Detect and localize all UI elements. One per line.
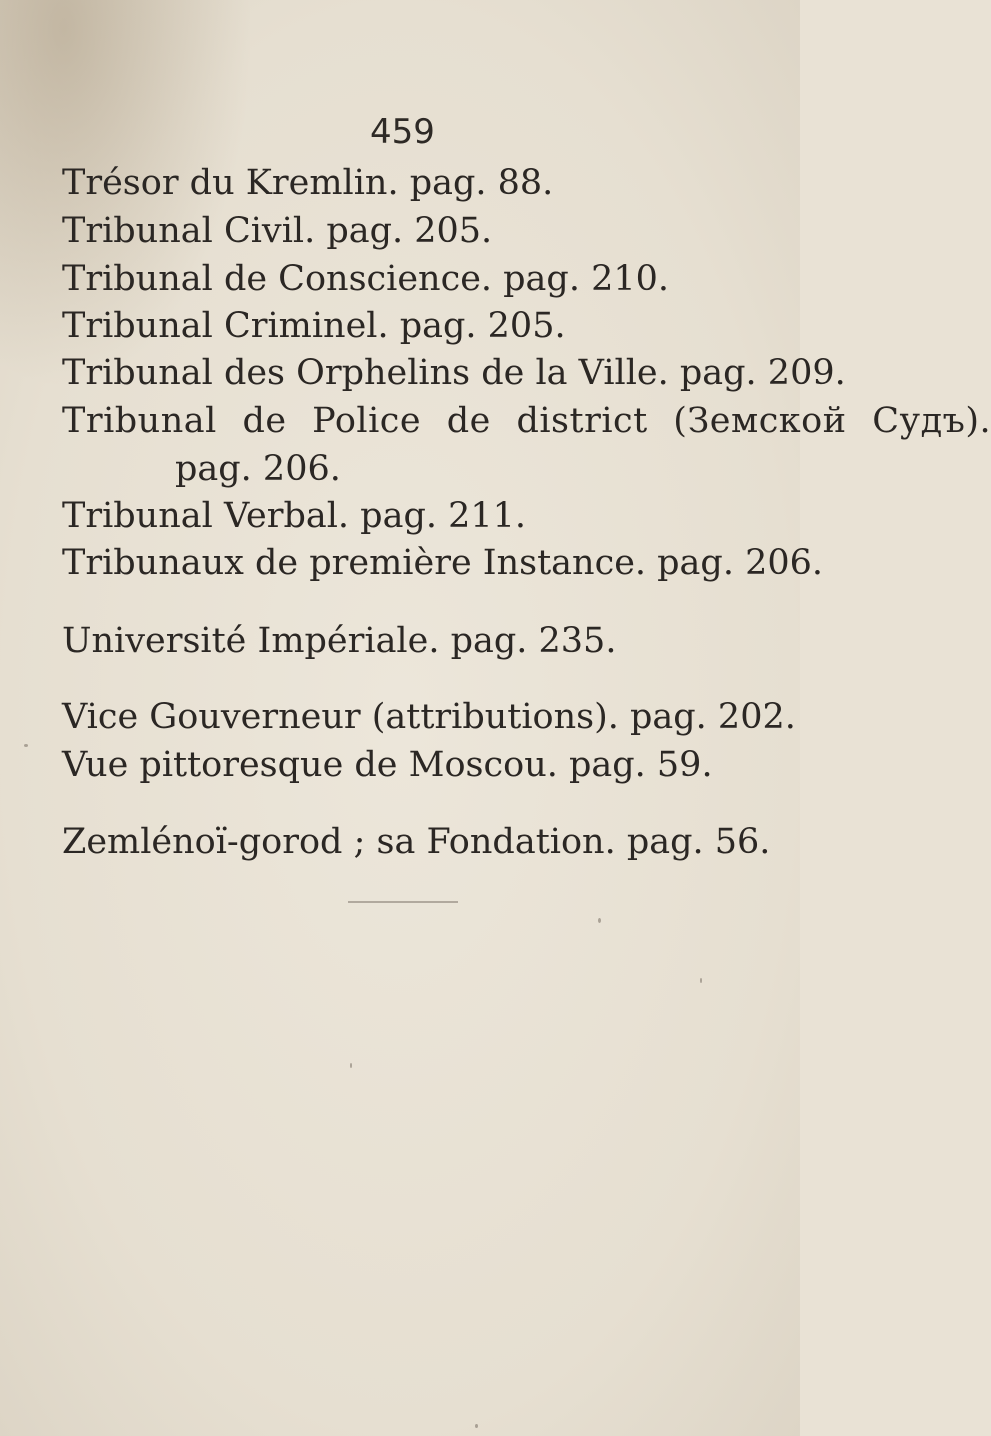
ink-speck — [598, 918, 601, 923]
index-entry-vice-gouverneur: Vice Gouverneur (attributions). pag. 202. — [62, 697, 796, 737]
index-entry-tribunal-de-conscience: Tribunal de Conscience. pag. 210. — [62, 259, 670, 299]
index-entry-tresor-du-kremlin: Trésor du Kremlin. pag. 88. — [62, 163, 554, 203]
index-entry-zemlenoi-gorod: Zemlénoï-gorod ; sa Fondation. pag. 56. — [62, 822, 771, 862]
page-number: 459 — [370, 112, 435, 152]
index-entry-tribunal-de-police: Tribunal de Police de district (Земской Судъ). — [62, 401, 991, 441]
index-entry-tribunal-verbal: Tribunal Verbal. pag. 211. — [62, 496, 527, 536]
ink-speck — [700, 978, 702, 983]
index-entry-universite-imperiale: Université Impériale. pag. 235. — [62, 621, 617, 661]
index-entry-tribunal-criminel: Tribunal Criminel. pag. 205. — [62, 306, 566, 346]
index-entry-tribunaux-premiere-instance: Tribunaux de première Instance. pag. 206. — [62, 543, 824, 583]
ink-speck — [350, 1063, 352, 1068]
index-entry-tribunal-civil: Tribunal Civil. pag. 205. — [62, 211, 493, 251]
ink-speck — [475, 1424, 478, 1428]
index-entry-tribunal-de-police-page: pag. 206. — [175, 449, 341, 489]
ink-speck — [24, 744, 28, 747]
index-entry-vue-pittoresque: Vue pittoresque de Moscou. pag. 59. — [62, 745, 713, 785]
index-entry-tribunal-des-orphelins: Tribunal des Orphelins de la Ville. pag. 209. — [62, 353, 846, 393]
end-rule — [348, 901, 458, 903]
